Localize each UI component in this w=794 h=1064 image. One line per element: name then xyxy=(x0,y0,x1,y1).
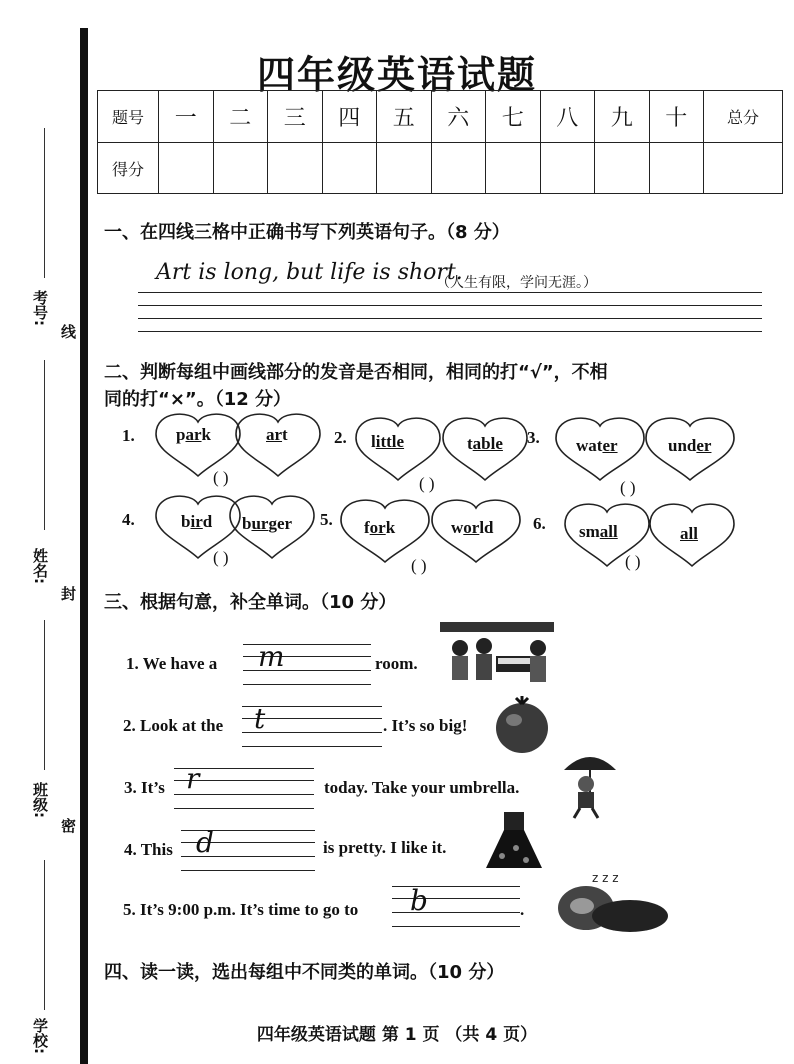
group-number: 3. xyxy=(527,428,540,447)
word-table: table xyxy=(467,434,503,453)
seal-label: 封 xyxy=(59,586,77,601)
dress-illustration xyxy=(482,808,546,872)
group-number: 2. xyxy=(334,428,347,447)
question-number: 五 xyxy=(377,91,432,143)
question-number: 二 xyxy=(213,91,268,143)
fill-item-2-after: . It’s so big! xyxy=(383,716,468,735)
fill-item-3-before: 3. It’s xyxy=(124,778,165,797)
page-title: 四年级英语试题 xyxy=(256,53,537,97)
rainy-umbrella-illustration xyxy=(560,750,620,820)
section1-heading: 一、在四线三格中正确书写下列英语句子。（8 分） xyxy=(104,222,510,243)
word-art: art xyxy=(266,425,288,444)
question-number: 十 xyxy=(649,91,704,143)
word-little: little xyxy=(371,432,405,451)
section3-heading: 三、根据句意，补全单词。（10 分） xyxy=(104,592,397,613)
answer-bracket[interactable]: ( ) xyxy=(419,474,435,493)
hint-letter: d xyxy=(196,826,214,859)
word-world: world xyxy=(451,518,494,537)
word-bird: bird xyxy=(181,512,213,531)
group-number: 1. xyxy=(122,426,135,445)
word-small: small xyxy=(579,522,618,541)
question-number-label: 题号 xyxy=(98,91,159,143)
hint-letter: m xyxy=(258,640,285,673)
zzz-text: z z z xyxy=(592,871,619,885)
sleeping-illustration xyxy=(552,866,672,936)
section2-heading-line1: 二、判断每组中画线部分的发音是否相同，相同的打“√”，不相 xyxy=(104,362,608,383)
fill-item-1-before: 1. We have a xyxy=(126,654,218,673)
question-number: 一 xyxy=(159,91,214,143)
word-water: water xyxy=(576,436,618,455)
answer-bracket[interactable]: ( ) xyxy=(620,478,636,497)
fill-item-4-after: is pretty. I like it. xyxy=(323,838,447,857)
fill-item-2-before: 2. Look at the xyxy=(123,716,224,735)
answer-bracket[interactable]: ( ) xyxy=(213,548,229,567)
answer-bracket[interactable]: ( ) xyxy=(213,468,229,487)
music-room-illustration xyxy=(438,616,558,690)
question-number: 九 xyxy=(595,91,650,143)
group-number: 4. xyxy=(122,510,135,529)
word-all: all xyxy=(680,524,698,543)
question-number: 八 xyxy=(540,91,595,143)
question-number: 六 xyxy=(431,91,486,143)
fill-item-1-after: room. xyxy=(375,654,418,673)
total-label: 总分 xyxy=(704,91,783,143)
heart-shape xyxy=(236,414,320,476)
school-label: 学校: xyxy=(31,1018,49,1054)
question-number: 三 xyxy=(268,91,323,143)
exam-number-label: 考号: xyxy=(31,290,49,326)
group-number: 6. xyxy=(533,514,546,533)
fill-item-4-before: 4. This xyxy=(124,840,173,859)
fill-item-5-before: 5. It’s 9:00 p.m. It’s time to go to xyxy=(123,900,359,919)
word-park: park xyxy=(176,425,211,444)
word-fork: fork xyxy=(364,518,396,537)
group-number: 5. xyxy=(320,510,333,529)
question-number: 四 xyxy=(322,91,377,143)
fill-item-5-after: . xyxy=(520,900,525,919)
hint-letter: t xyxy=(254,702,266,735)
word-under: under xyxy=(668,436,712,455)
score-label: 得分 xyxy=(98,143,159,194)
hint-letter: r xyxy=(186,762,200,795)
answer-bracket[interactable]: ( ) xyxy=(411,556,427,575)
model-sentence: Art is long, but life is short. xyxy=(156,260,463,285)
class-label: 班级: xyxy=(31,782,49,818)
cut-line-label: 线 xyxy=(59,324,77,339)
word-burger: burger xyxy=(242,514,293,533)
page-footer: 四年级英语试题 第 1 页 （共 4 页） xyxy=(256,1025,538,1045)
answer-bracket[interactable]: ( ) xyxy=(625,552,641,571)
name-label: 姓名: xyxy=(31,548,49,584)
section4-heading: 四、读一读，选出每组中不同类的单词。（10 分） xyxy=(104,962,505,983)
section2-heading-line2: 同的打“×”。（12 分） xyxy=(104,389,292,410)
secret-label: 密 xyxy=(59,818,77,833)
hint-letter: b xyxy=(410,884,428,917)
fill-item-3-after: today. Take your umbrella. xyxy=(324,778,520,797)
question-number: 七 xyxy=(486,91,541,143)
sentence-translation: （人生有限，学问无涯。） xyxy=(436,275,597,291)
tomato-illustration xyxy=(494,694,552,756)
heart-shape xyxy=(156,414,240,476)
